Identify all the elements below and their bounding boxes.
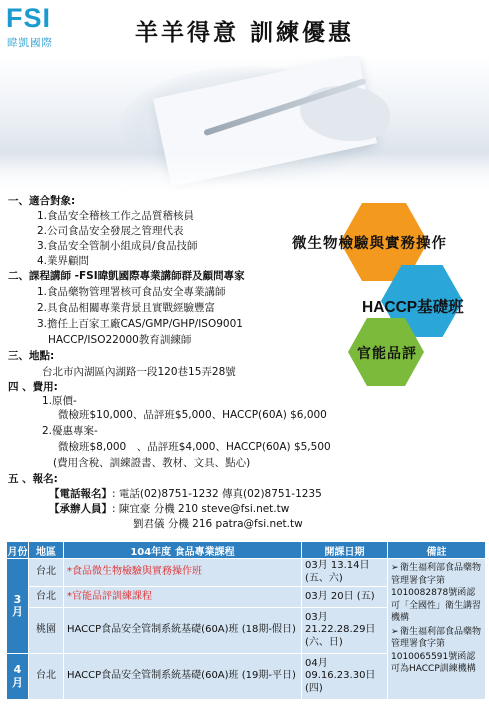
original-price-label: 1.原價- <box>42 395 77 407</box>
contact-person-label: 【承辦人員】 <box>49 503 112 515</box>
row-date: 03月 21.22.28.29日 (六、日) <box>302 608 388 654</box>
header-note: 備註 <box>388 542 486 559</box>
page-title: 羊羊得意 訓練優惠 <box>134 19 354 46</box>
section-5-title: 五 、報名: <box>8 473 58 485</box>
promo-prices: 微檢班$8,000 、品評班$4,000、HACCP(60A) $5,500 <box>58 441 331 453</box>
table-header-row <box>7 542 486 559</box>
row-course: *官能品評訓練課程 <box>64 587 302 608</box>
row-course: HACCP食品安全管制系統基礎(60A)班 (19期-平日) <box>64 654 302 700</box>
address: 台北市內湖區內湖路一段120巷15弄28號 <box>42 366 236 378</box>
section-1-item: 1.食品安全稽核工作之品質稽核員 <box>37 210 195 222</box>
logo-text: FSI <box>6 3 52 33</box>
row-date: 03月 20日 (五) <box>302 587 388 608</box>
section-1-item: 2.公司食品安全發展之管理代表 <box>37 225 184 237</box>
section-2-item: 3.擔任上百家工廠CAS/GMP/GHP/ISO9001 <box>37 318 243 330</box>
row-location: 桃園 <box>29 608 64 654</box>
contact-person-1: : 陳宜豪 分機 210 steve@fsi.net.tw <box>112 503 290 515</box>
header-course: 104年度 食品專業課程 <box>64 542 302 559</box>
hexagon-label-sensory: 官能品評 <box>357 346 417 362</box>
section-2-item: 2.具食品相關專業背景且實戰經驗豐富 <box>37 302 216 314</box>
note-1-text: 衛生福利部食品藥物管理署食字第1010082878號函認可「全國性」衛生講習機構 <box>391 563 482 623</box>
phone-registration <box>49 488 322 501</box>
header-location: 地區 <box>29 542 64 559</box>
contact-person-2: 劉君儀 分機 216 patra@fsi.net.tw <box>133 518 303 530</box>
row-date: 03月 13.14日 (五、六) <box>302 559 388 587</box>
logo-subtext: 暐凱國際 <box>7 37 53 49</box>
section-1-title: 一、適合對象: <box>8 195 76 207</box>
table-row <box>7 559 486 587</box>
hexagon-label-microbiology: 微生物檢驗與實務操作 <box>292 235 447 252</box>
section-3-title: 三、地點: <box>8 350 55 362</box>
header-month: 月份 <box>7 542 29 559</box>
note-2-text: 衛生福利部食品藥物管理署食字第1010065591號函認可為HACCP訓練機構 <box>391 626 482 674</box>
hero-photo <box>0 56 489 194</box>
section-2-title: 二、課程講師 -FSI暐凱國際專業講師群及顧問專家 <box>8 270 245 282</box>
header-date: 開課日期 <box>302 542 388 559</box>
original-prices: 微檢班$10,000、品評班$5,000、HACCP(60A) $6,000 <box>58 409 327 421</box>
month-april: 4月 <box>7 654 29 700</box>
phone-registration-label: 【電話報名】 <box>49 488 112 500</box>
month-march: 3月 <box>7 559 29 654</box>
notes-cell <box>388 559 486 700</box>
section-4-title: 四 、費用: <box>8 381 58 393</box>
section-2-item: HACCP/ISO22000教育訓練師 <box>48 334 192 346</box>
phone-registration-value: : 電話(02)8751-1232 傳真(02)8751-1235 <box>112 488 322 500</box>
promo-price-label: 2.優惠專案- <box>42 425 98 437</box>
row-location: 台北 <box>29 559 64 587</box>
course-schedule-table <box>6 541 486 700</box>
note-2: ➢衛生福利部食品藥物管理署食字第1010065591號函認可為HACCP訓練機構 <box>391 626 482 674</box>
row-course: HACCP食品安全管制系統基礎(60A)班 (18期-假日) <box>64 608 302 654</box>
hexagon-label-haccp: HACCP基礎班 <box>362 299 464 316</box>
contact-person <box>49 503 289 516</box>
row-location: 台北 <box>29 587 64 608</box>
note-1: ➢衛生福利部食品藥物管理署食字第1010082878號函認可「全國性」衛生講習機構 <box>391 563 482 623</box>
section-1-item: 4.業界顧問 <box>37 255 90 267</box>
fee-note: (費用含稅、訓練證書、教材、文具、點心) <box>53 457 251 469</box>
section-1-item: 3.食品安全管制小組成員/食品技師 <box>37 240 198 252</box>
row-location: 台北 <box>29 654 64 700</box>
row-date: 04月 09.16.23.30日 (四) <box>302 654 388 700</box>
row-course: *食品微生物檢驗與實務操作班 <box>64 559 302 587</box>
section-2-item: 1.食品藥物管理署核可食品安全專業講師 <box>37 286 226 298</box>
